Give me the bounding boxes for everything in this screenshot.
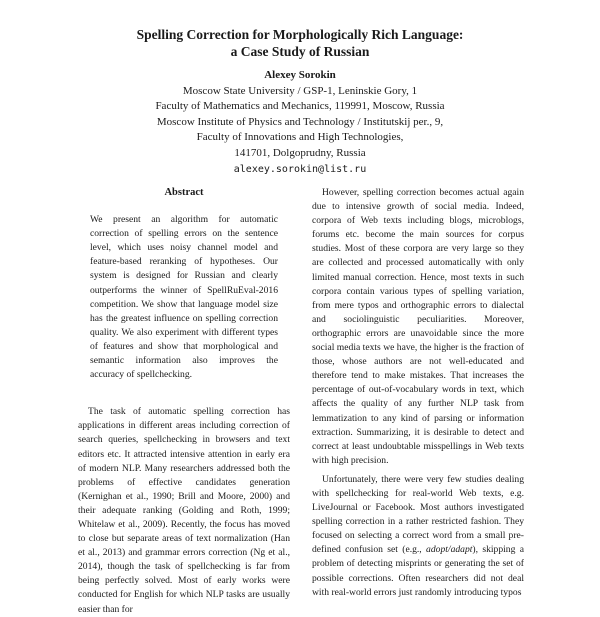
right-column <box>312 186 524 600</box>
affiliation-line: Moscow Institute of Physics and Technology / Institutskij per., 9, <box>156 115 444 128</box>
paper-title <box>0 26 600 60</box>
body-paragraph-2 <box>312 473 524 600</box>
affiliation-line: 141701, Dolgoprudny, Russia <box>234 146 366 159</box>
author-block <box>0 68 600 177</box>
abstract-heading: Abstract <box>164 187 204 198</box>
author-email[interactable]: alexey.sorokin@list.ru <box>233 163 367 175</box>
affiliation-line: Faculty of Mathematics and Mechanics, 119991, Moscow, Russia <box>155 100 445 113</box>
affiliation-line: Moscow State University / GSP-1, Leninskie Gory, 1 <box>182 84 418 97</box>
intro-paragraph: The task of automatic spelling correction has applications in different areas including correction of search queries, spellchecking in browsers and text editors etc. It attracted intensive attention in early era of modern NLP. Many researchers addressed both the problems of effective candidates generation (Kernighan et al., 1990; Brill and Moore, 2000) and their adequate ranking (Golding and Roth, 1999; Whitelaw et al., 2009). Recently, the focus has moved to close but separate areas of text normalization (Han et al., 2013) and grammar errors correction (Ng et al., 2014), though the task of spellchecking is far from being perfectly solved. Most of early works were conducted for English for which NLP tasks are usually easier than for <box>78 406 290 615</box>
affiliation-line: Faculty of Innovations and High Technologies, <box>196 131 404 144</box>
example-word-pair: adopt/adapt <box>426 544 473 556</box>
abstract-text: We present an algorithm for automatic correction of spelling errors on the sentence level, which uses noisy channel model and feature-based reranking of hypotheses. Our system is designed for Russian and clearly outperforms the winner of SpellRuEval-2016 competition. We show that language model size has the greatest influence on spelling correction quality. We also experiment with different types of features and show that morphological and semantic information also improves the accuracy of spellchecking. <box>90 214 278 381</box>
left-column <box>78 186 290 617</box>
paragraph-2-end: ), skipping a problem of detecting misprints or generating the set of possible corrections. Often researchers did not deal with real-world errors just randomly introducing typos <box>312 544 524 598</box>
paragraph-2-start: Unfortunately, there were very few studies dealing with spellchecking for real-world Web texts, e.g. LiveJournal or Facebook. Most authors investigated spelling correction in a rather restricted fashion. They focused on selecting a correct word from a small pre-defined confusion set (e.g., <box>312 473 524 556</box>
author-name: Alexey Sorokin <box>264 69 336 81</box>
paper-title-line-1: Spelling Correction for Morphologically Rich Language: <box>136 27 464 42</box>
body-paragraph-1: However, spelling correction becomes actual again due to intensive growth of social media. Indeed, corpora of Web texts including blogs, microblogs, forums etc. become the main sources for corpus studies. Most of these corpora are very large so they are collected and processed automatically with only limited manual correction. Hence, most texts in such corpora contain various types of spelling variation, from mere typos and orthographic errors to dialectal and sociolinguistic peculiarities. Moreover, orthographic errors are unavoidable since the more social media texts we have, the higher is the fraction of those, whose authors are not well-educated and therefore tend to make mistakes. That increases the percentage of out-of-vocabulary words in text, which affects the quality of any further NLP task from lemmatization to any kind of parsing or information extraction. Summarizing, it is desirable to detect and correct at least undoubtable misspellings in Web texts with high precision. <box>312 187 524 466</box>
paper-title-line-2: a Case Study of Russian <box>230 44 370 59</box>
